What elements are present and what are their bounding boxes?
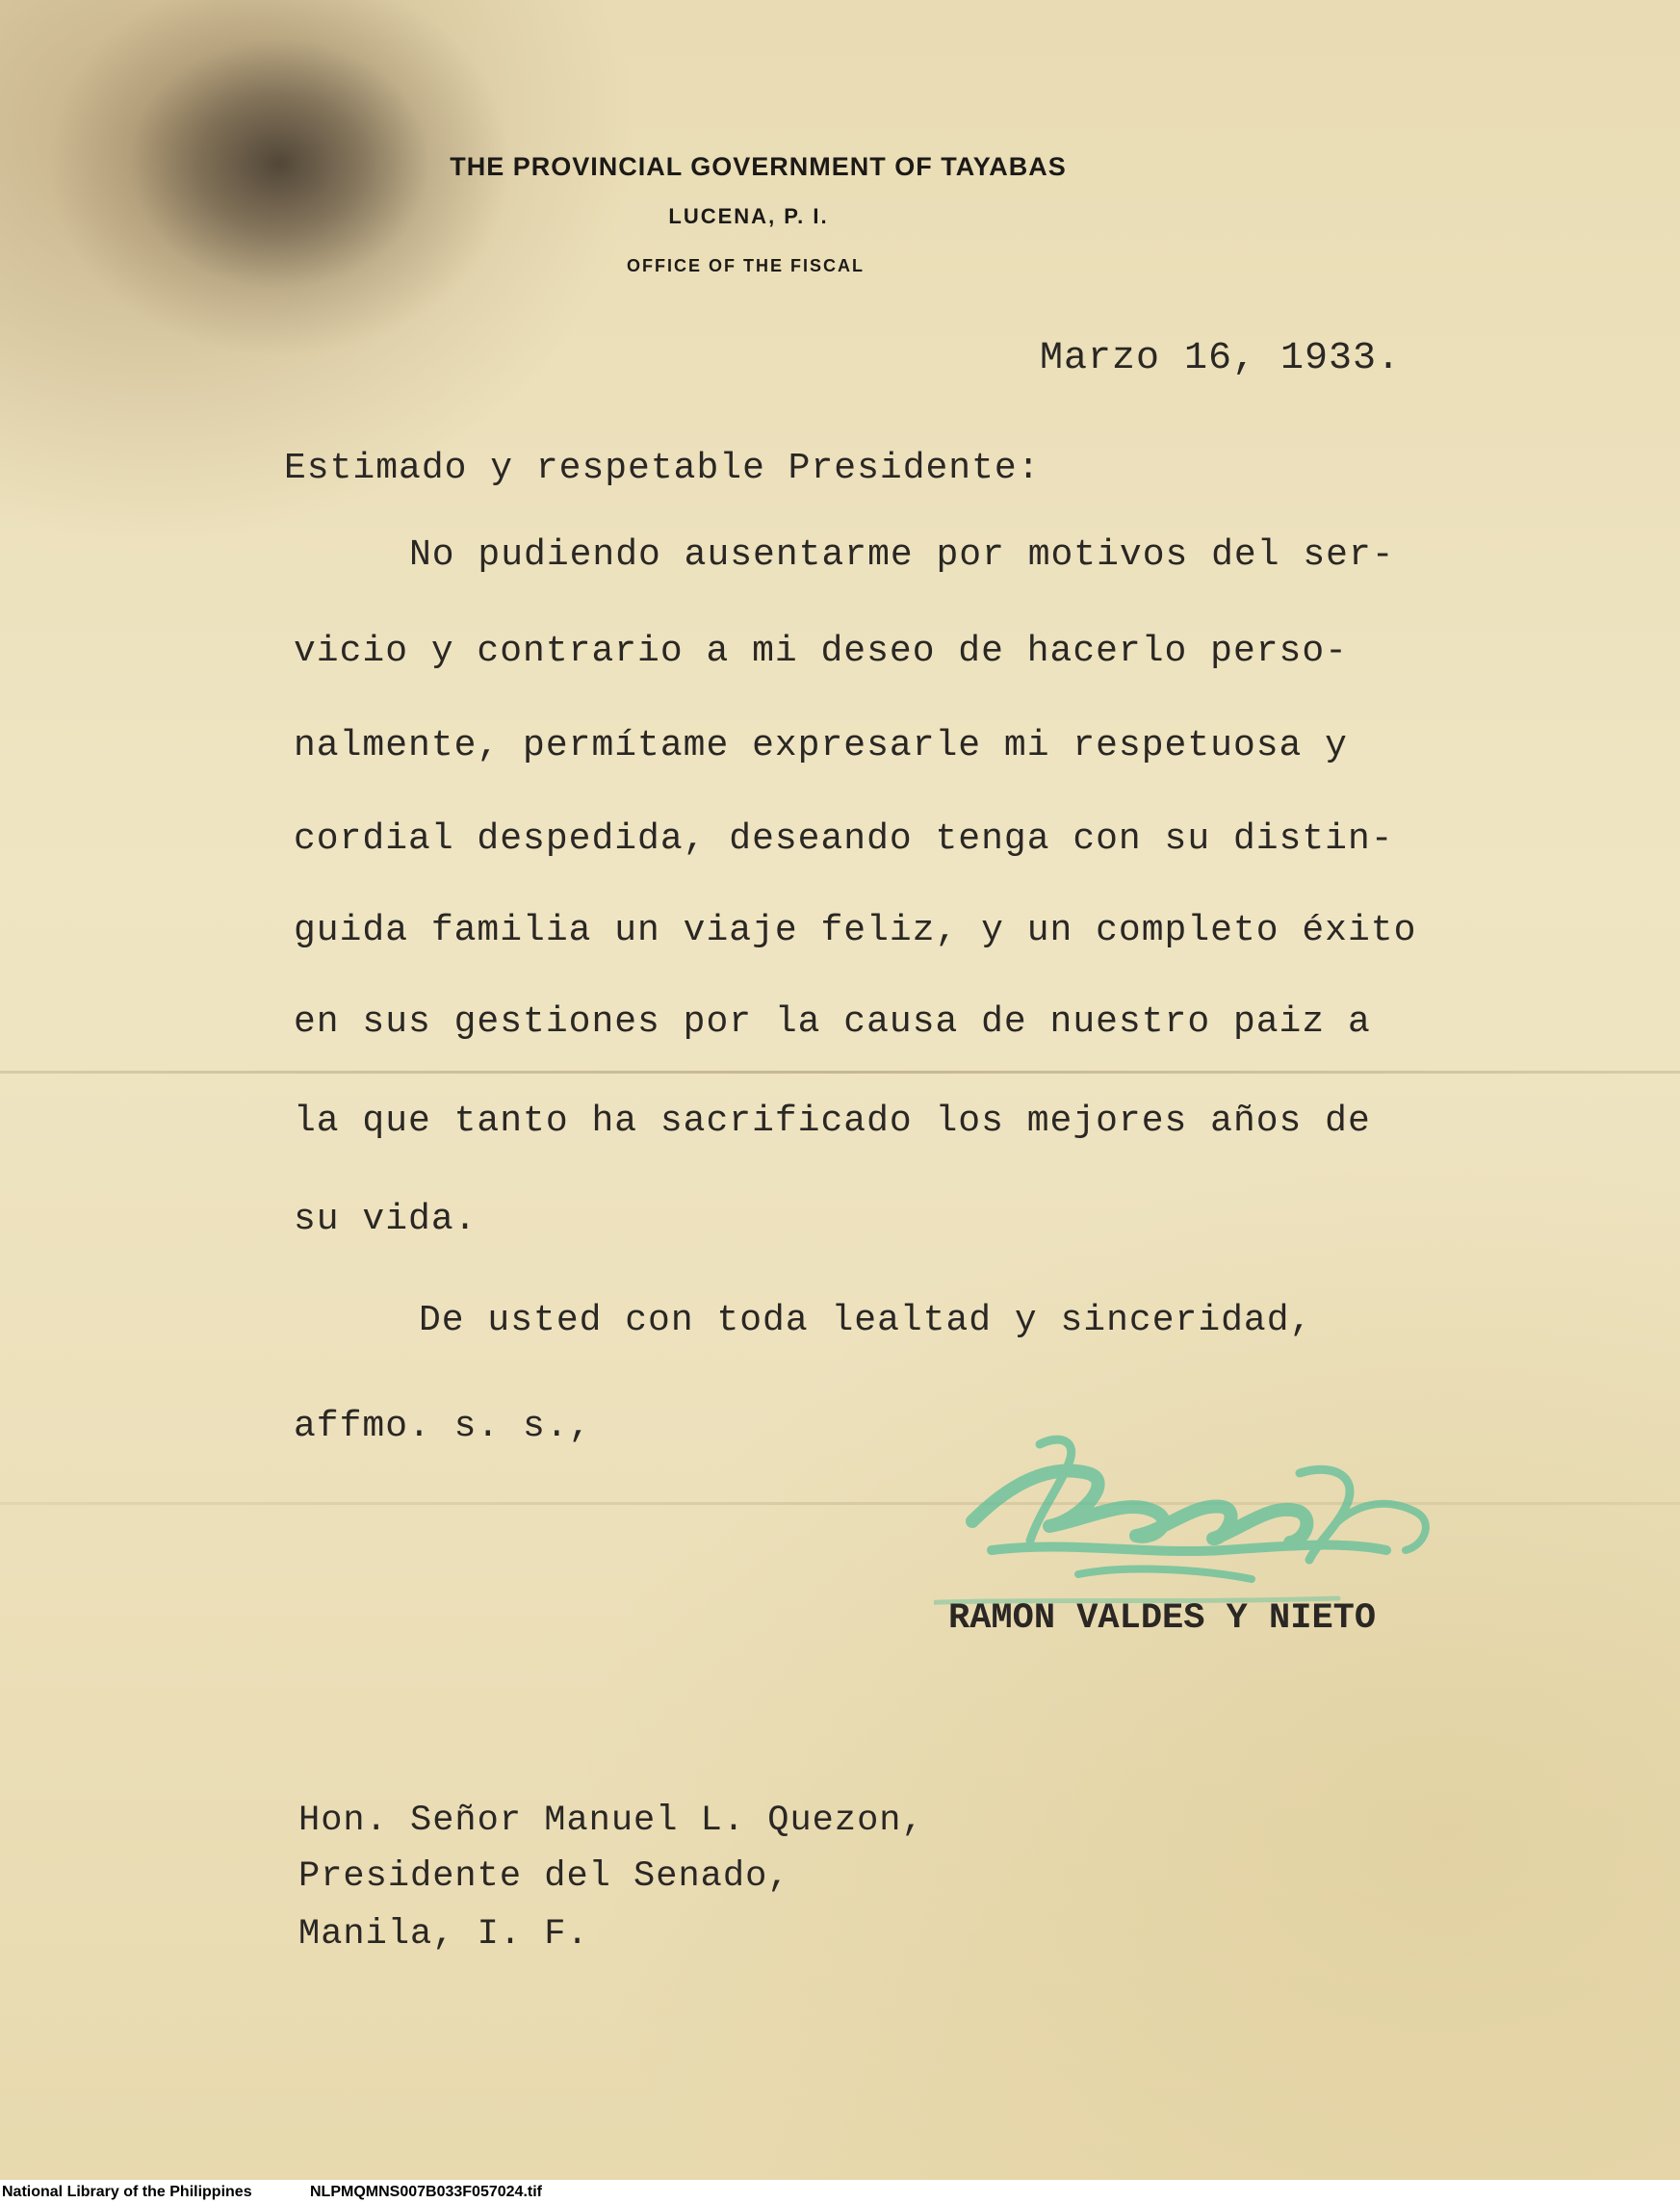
body-line: cordial despedida, deseando tenga con su distin- xyxy=(294,818,1394,860)
letterhead-office: OFFICE OF THE FISCAL xyxy=(627,256,865,275)
paper-fold-line xyxy=(0,1071,1680,1074)
letter-date: Marzo 16, 1933. xyxy=(1040,337,1402,380)
address-line: Hon. Señor Manuel L. Quezon, xyxy=(298,1801,924,1841)
archive-footer xyxy=(0,2180,1680,2203)
letterhead-government: THE PROVINCIAL GOVERNMENT OF TAYABAS xyxy=(450,152,1067,181)
body-line: la que tanto ha sacrificado los mejores años de xyxy=(294,1101,1371,1142)
address-line: Manila, I. F. xyxy=(298,1914,589,1955)
signatory-name: RAMON VALDES Y NIETO xyxy=(948,1598,1377,1639)
body-line: guida familia un viaje feliz, y un completo éxito xyxy=(294,910,1417,951)
body-line: nalmente, permítame expresarle mi respetuosa y xyxy=(294,725,1348,766)
closing-line: De usted con toda lealtad y sinceridad, xyxy=(419,1300,1313,1341)
file-name: NLPMQMNS007B033F057024.tif xyxy=(310,2184,542,2200)
body-line: vicio y contrario a mi deseo de hacerlo perso- xyxy=(294,631,1348,672)
body-line: No pudiendo ausentarme por motivos del ser- xyxy=(409,534,1395,576)
body-line: su vida. xyxy=(294,1199,478,1240)
body-line: en sus gestiones por la causa de nuestro paiz a xyxy=(294,1001,1371,1043)
valediction: affmo. s. s., xyxy=(294,1406,592,1447)
handwritten-signature xyxy=(934,1406,1492,1618)
letterhead-city: LUCENA, P. I. xyxy=(668,204,829,228)
address-line: Presidente del Senado, xyxy=(298,1856,790,1897)
salutation: Estimado y respetable Presidente: xyxy=(284,448,1041,489)
library-credit: National Library of the Philippines xyxy=(2,2184,252,2200)
